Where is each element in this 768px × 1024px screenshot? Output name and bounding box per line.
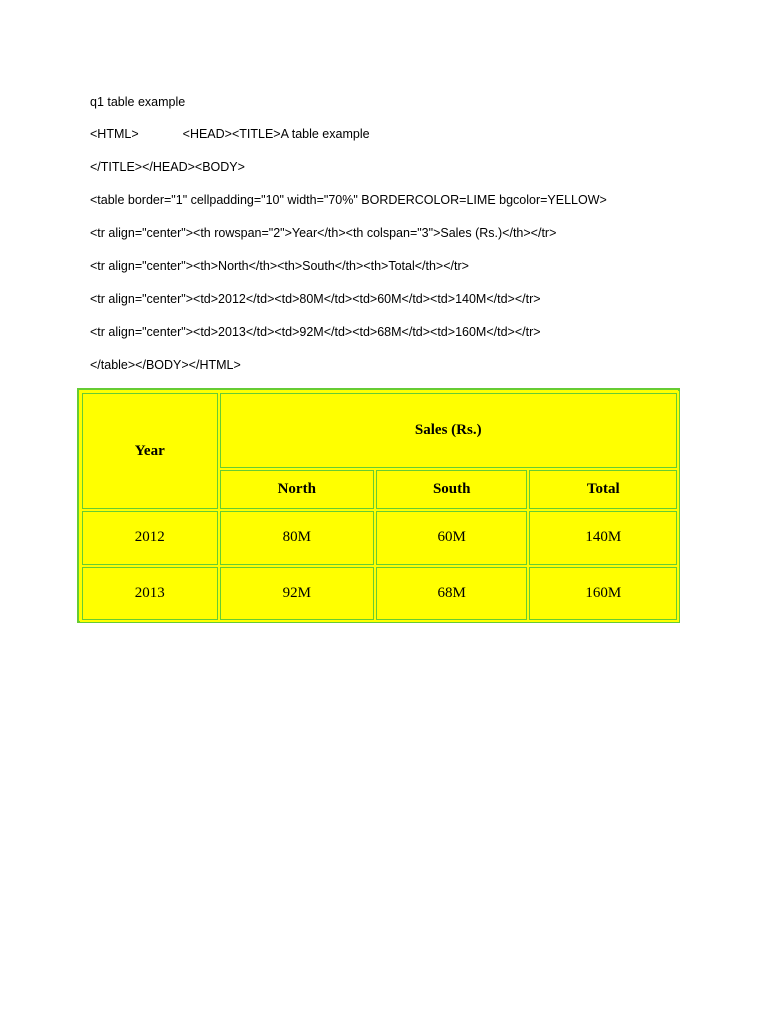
code-line-3: <table border="1" cellpadding="10" width="70%" BORDERCOLOR=LIME bgcolor=YELLOW> [90,193,607,207]
north-cell: 80M [220,511,374,564]
sales-table [80,391,679,622]
sales-header: Sales (Rs.) [220,393,677,468]
code-line-8: </table></BODY></HTML> [90,358,241,372]
north-cell: 92M [220,567,374,620]
total-cell: 140M [529,511,677,564]
code-line-2: </TITLE></HEAD><BODY> [90,160,245,174]
year-cell: 2013 [82,567,218,620]
table-header-row [82,393,677,468]
year-cell: 2012 [82,511,218,564]
code-line-4: <tr align="center"><th rowspan="2">Year</th><th colspan="3">Sales (Rs.)</th></tr> [90,226,557,240]
south-cell: 60M [376,511,527,564]
total-header: Total [529,470,677,509]
south-cell: 68M [376,567,527,620]
code-line-7: <tr align="center"><td>2013</td><td>92M</td><td>68M</td><td>160M</td></tr> [90,325,541,339]
sales-table-frame [77,388,680,623]
south-header: South [376,470,527,509]
total-cell: 160M [529,567,677,620]
year-header: Year [82,393,218,509]
table-row [82,511,677,564]
code-line-6: <tr align="center"><td>2012</td><td>80M</td><td>60M</td><td>140M</td></tr> [90,292,541,306]
document-heading: q1 table example [90,95,186,109]
code-line-5: <tr align="center"><th>North</th><th>South</th><th>Total</th></tr> [90,259,469,273]
table-row [82,567,677,620]
code-head-title: <HEAD><TITLE>A table example [182,127,370,141]
code-html-open: <HTML> [90,127,139,141]
north-header: North [220,470,374,509]
code-line-1 [90,126,370,142]
